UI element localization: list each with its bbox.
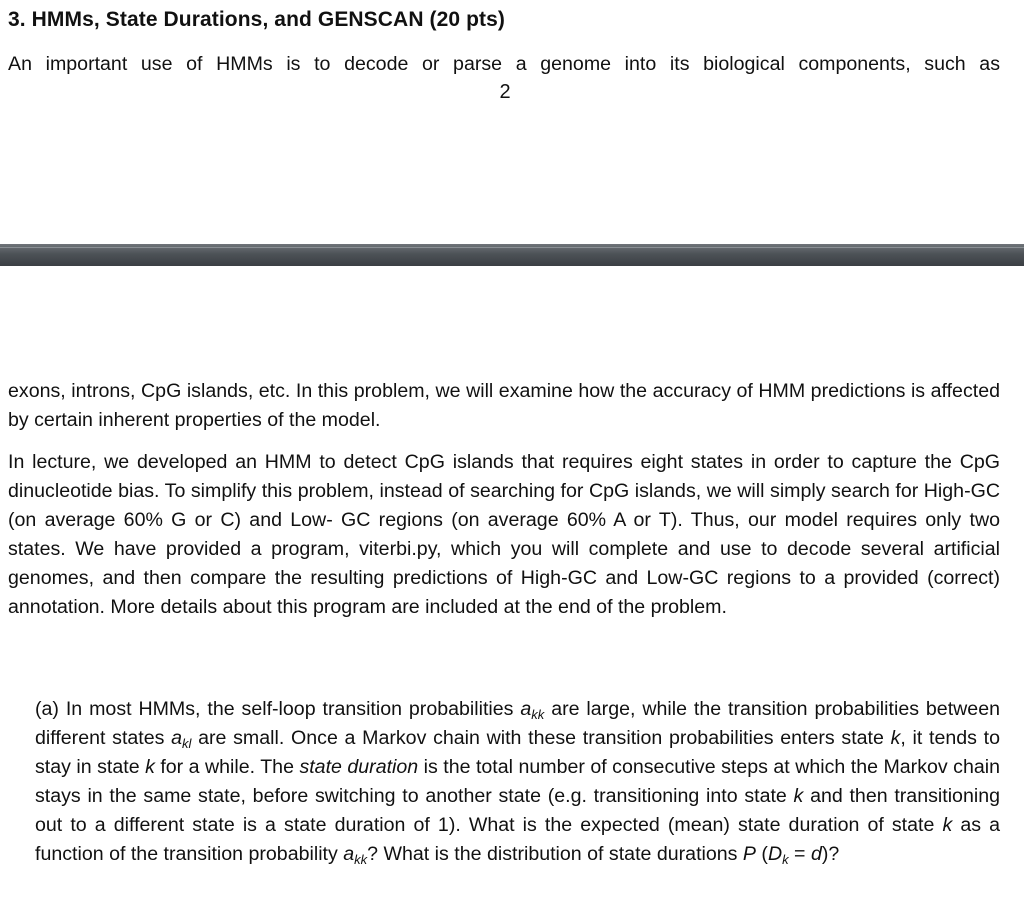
intro-paragraph: An important use of HMMs is to decode or parse a genome into its biological components, such as [8, 53, 1000, 75]
part-a-text: , it tends to stay in state [35, 727, 1000, 778]
part-a-text: = [788, 843, 811, 865]
math-subscript-kl: kl [182, 736, 192, 751]
math-P: P [742, 843, 756, 865]
math-k: k [942, 814, 953, 836]
part-a-text: (a) In most HMMs, the self-loop transition probabilities [35, 698, 521, 720]
math-a: a [520, 698, 532, 720]
math-subscript-kk: kk [354, 852, 368, 867]
math-k: k [890, 727, 901, 749]
part-a-paragraph [35, 695, 1000, 869]
part-a-text: are small. Once a Markov chain with these transition probabilities enters state [191, 727, 891, 749]
part-a-text: are large, while the transition probabilities between different states [35, 698, 1000, 749]
part-a-text: ? What is the distribution of state durations [367, 843, 743, 865]
math-k: k [793, 785, 804, 807]
part-a-text: )? [821, 843, 840, 865]
math-D: D [767, 843, 783, 865]
part-a-text: and then transitioning out to a different state is a state duration of 1). What is the expected (mean) state duration of state [35, 785, 1000, 836]
math-subscript-kk: kk [531, 707, 545, 722]
part-a-text: for a while. The [154, 756, 300, 778]
page-break-divider [0, 244, 1024, 266]
page-number: 2 [499, 81, 511, 103]
math-a: a [343, 843, 355, 865]
part-a-text: as a function of the transition probability [35, 814, 1000, 865]
part-a-text: is the total number of consecutive steps at which the Markov chain stays in the same state, before switching to another state (e.g. transitioning into state [35, 756, 1000, 807]
math-d: d [810, 843, 822, 865]
lecture-paragraph: In lecture, we developed an HMM to detect CpG islands that requires eight states in order to capture the CpG dinucleotide bias. To simplify this problem, instead of searching for CpG islands, we will simply search for High-GC (on average 60% G or C) and Low- GC regions (on average 60% A or T). Thus, our model requires only two states. We have provided a program, viterbi.py, which you will complete and use to decode several artificial genomes, and then compare the resulting predictions of High-GC and Low-GC regions to a provided (correct) annotation. More details about this program are included at the end of the problem. [8, 451, 1000, 618]
math-subscript-k: k [782, 852, 789, 867]
continuation-paragraph: exons, introns, CpG islands, etc. In this problem, we will examine how the accuracy of HMM predictions is affected by certain inherent properties of the model. [8, 380, 1000, 431]
math-k: k [145, 756, 155, 778]
math-a: a [171, 727, 183, 749]
part-a-text: ( [755, 843, 768, 865]
term-state-duration: state duration [299, 756, 419, 778]
section-heading: 3. HMMs, State Durations, and GENSCAN (20 pts) [8, 8, 506, 31]
page-break-highlight [0, 247, 1024, 248]
